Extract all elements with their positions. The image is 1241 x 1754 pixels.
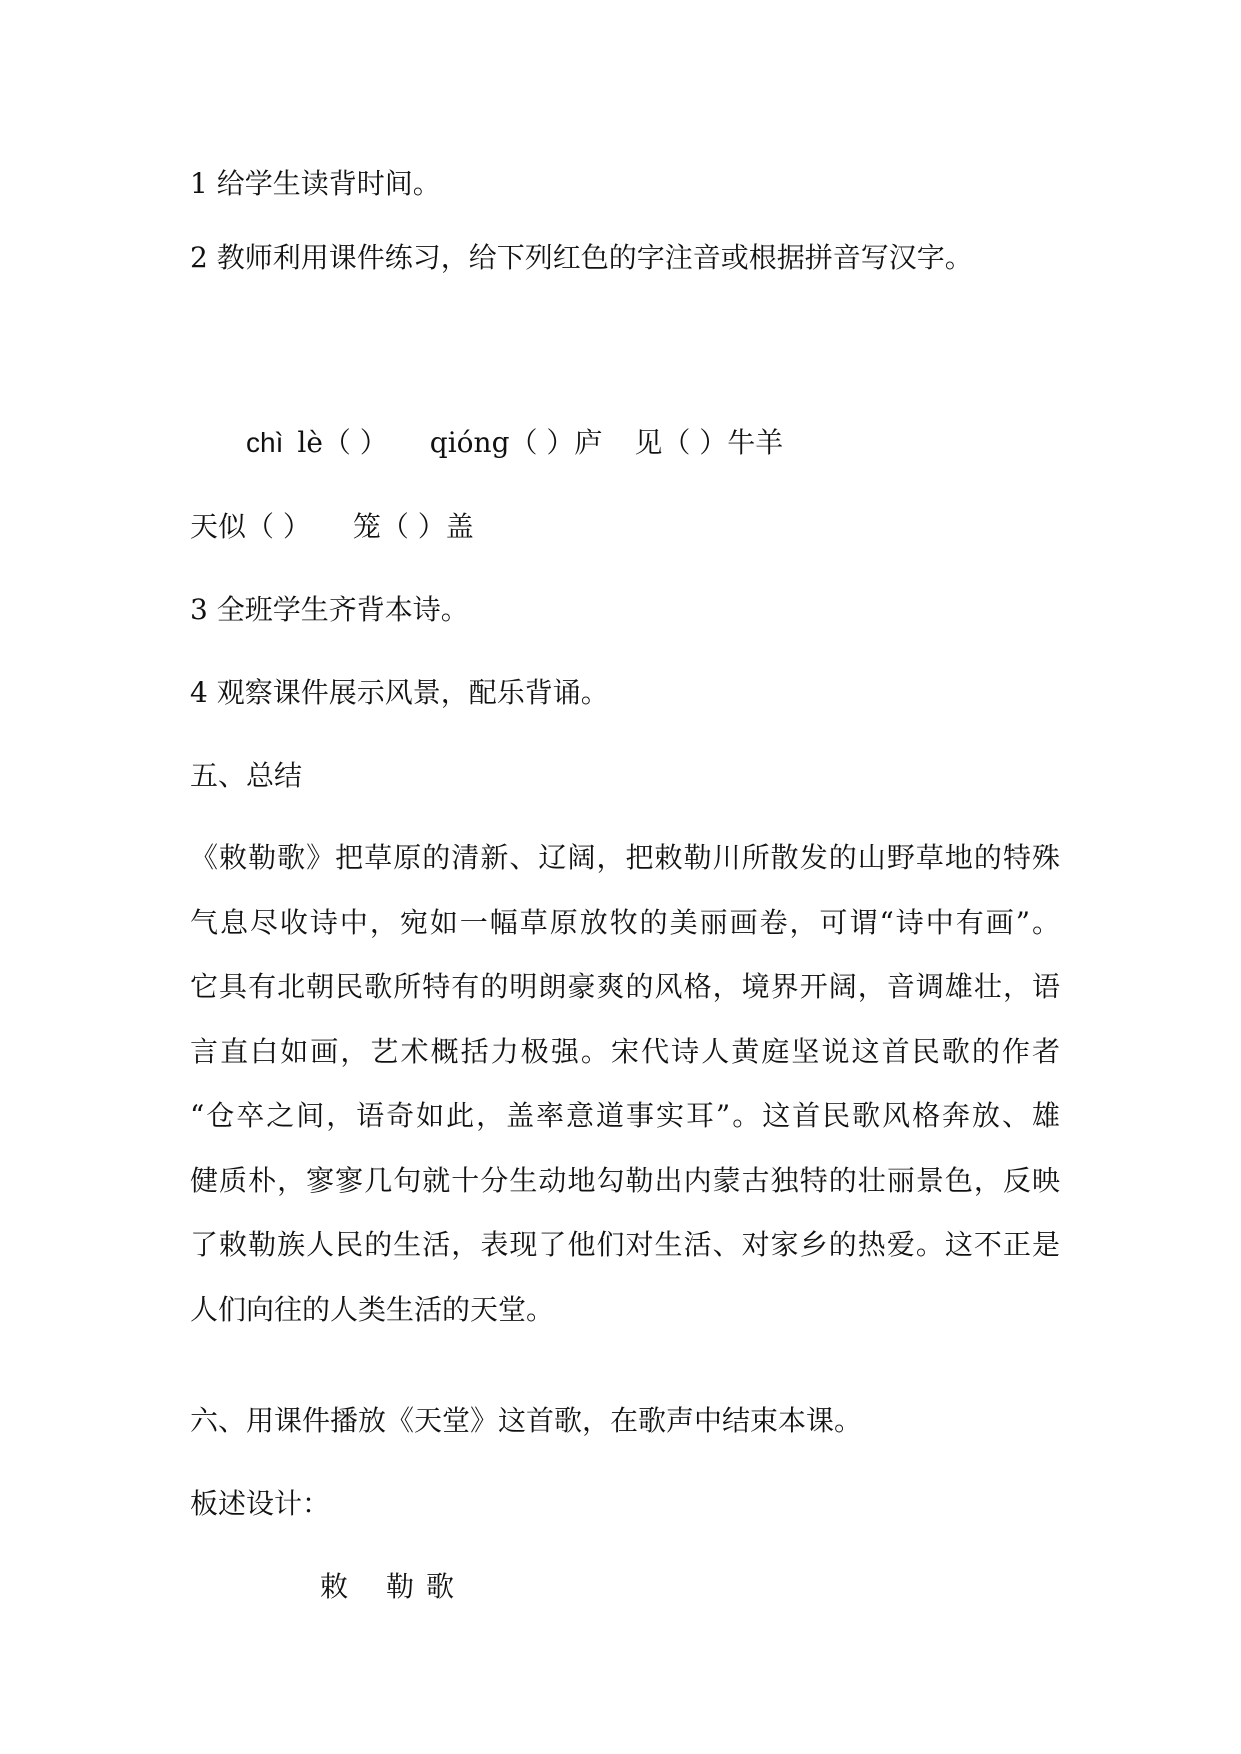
summary-line: 健质朴，寥寥几句就十分生动地勾勒出内蒙古独特的壮丽景色，反映 — [190, 1163, 1060, 1197]
exercise-blank-qiong: qióng（ ）庐 — [429, 426, 603, 459]
summary-line: 了敕勒族人民的生活，表现了他们对生活、对家乡的热爱。这不正是 — [190, 1228, 1060, 1261]
board-title-char: 敕 — [320, 1570, 349, 1603]
exercise-row-2 — [190, 507, 474, 547]
item-3: 3 全班学生齐背本诗。 — [190, 593, 469, 626]
summary-line: 言直白如画，艺术概括力极强。宋代诗人黄庭坚说这首民歌的作者 — [190, 1034, 1060, 1068]
board-design-label: 板述设计： — [190, 1487, 331, 1520]
summary-line: 《敕勒歌》把草原的清新、辽阔，把敕勒川所散发的山野草地的特殊 — [190, 841, 1060, 874]
exercise-blank-le: lè（ ） — [297, 426, 388, 459]
summary-line: 气息尽收诗中，宛如一幅草原放牧的美丽画卷，可谓“诗中有画”。 — [190, 905, 1060, 939]
exercise-blank-si: 天似（ ） — [190, 510, 311, 543]
board-title-char: 勒 — [386, 1570, 415, 1603]
exercise-row-1 — [246, 423, 783, 463]
exercise-blank-long: 笼（ ）盖 — [352, 510, 474, 543]
section-6-heading: 六、用课件播放《天堂》这首歌，在歌声中结束本课。 — [190, 1404, 863, 1437]
summary-line: “仓卒之间，语奇如此，盖率意道事实耳”。这首民歌风格奔放、雄 — [190, 1099, 1060, 1132]
section-5-heading: 五、总结 — [190, 759, 303, 792]
board-design-title — [320, 1567, 454, 1607]
exercise-pinyin-chi: chì — [246, 427, 284, 458]
board-title-char: 歌 — [426, 1570, 455, 1603]
summary-line: 人们向往的人类生活的天堂。 — [190, 1292, 555, 1326]
item-1: 1 给学生读背时间。 — [190, 167, 441, 200]
item-2: 2 教师利用课件练习，给下列红色的字注音或根据拼音写汉字。 — [190, 241, 973, 274]
exercise-blank-xian: 见（ ）牛羊 — [634, 426, 784, 459]
summary-line: 它具有北朝民歌所特有的明朗豪爽的风格，境界开阔，音调雄壮，语 — [190, 970, 1060, 1003]
item-4: 4 观察课件展示风景，配乐背诵。 — [190, 676, 609, 709]
summary-paragraph — [190, 826, 1060, 1342]
